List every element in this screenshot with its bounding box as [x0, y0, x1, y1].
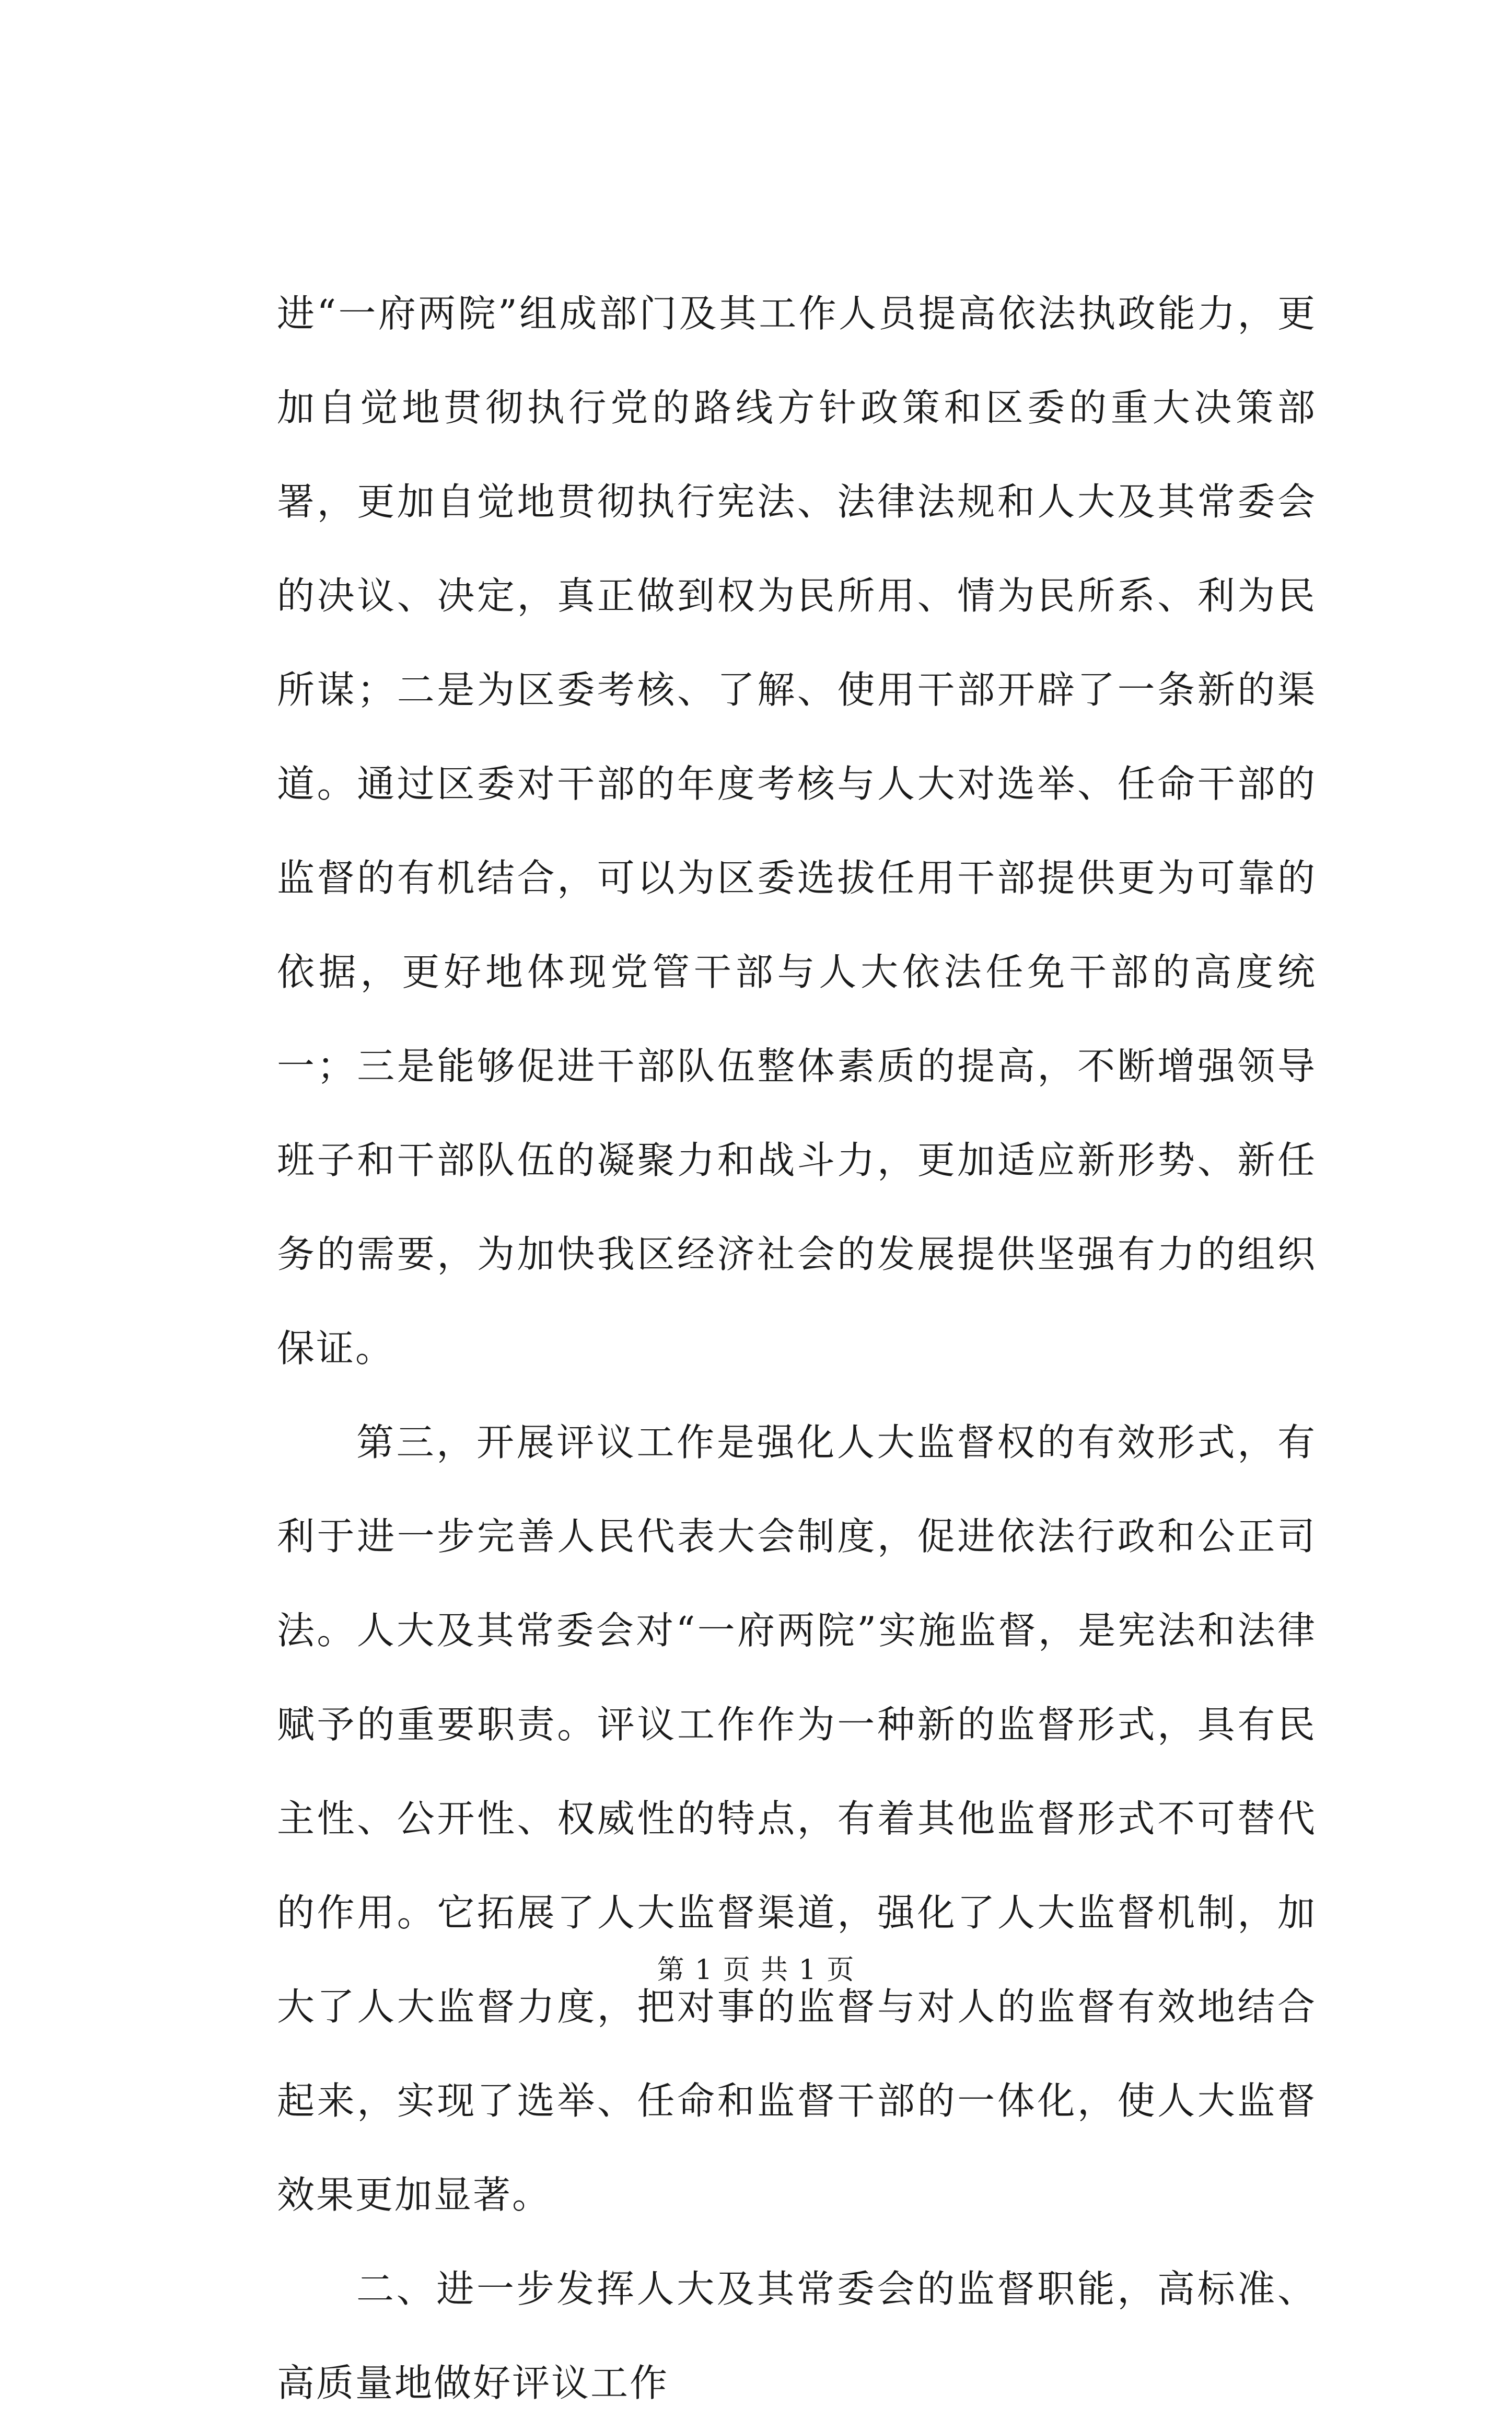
page-number-footer: 第 1 页 共 1 页 [657, 1954, 855, 1986]
paragraph-continued: 进“一府两院”组成部门及其工作人员提高依法执政能力，更加自觉地贯彻执行党的路线方针政策和区委的重大决策部署，更加自觉地贯彻执行宪法、法律法规和人大及其常委会的决议、决定，真正做到权为民所用、情为民所系、利为民所谋；二是为区委考核、了解、使用干部开辟了一条新的渠道。通过区委对干部的年度考核与人大对选举、任命干部的监督的有机结合，可以为区委选拔任用干部提供更为可靠的依据，更好地体现党管干部与人大依法任免干部的高度统一；三是能够促进干部队伍整体素质的提高，不断增强领导班子和干部队伍的凝聚力和战斗力，更加适应新形势、新任务的需要，为加快我区经济社会的发展提供坚强有力的组织保证。 [277, 292, 1317, 1370]
document-body [277, 267, 1317, 2430]
section-heading-two: 二、进一步发挥人大及其常委会的监督职能，高标准、高质量地做好评议工作 [277, 2267, 1317, 2405]
paragraph-third-point: 第三，开展评议工作是强化人大监督权的有效形式，有利于进一步完善人民代表大会制度，促进依法行政和公正司法。人大及其常委会对“一府两院”实施监督，是宪法和法律赋予的重要职责。评议工作作为一种新的监督形式，具有民主性、公开性、权威性的特点，有着其他监督形式不可替代的作用。它拓展了人大监督渠道，强化了人大监督机制，加大了人大监督力度，把对事的监督与对人的监督有效地结合起来，实现了选举、任命和监督干部的一体化，使人大监督效果更加显著。 [277, 1420, 1317, 2217]
